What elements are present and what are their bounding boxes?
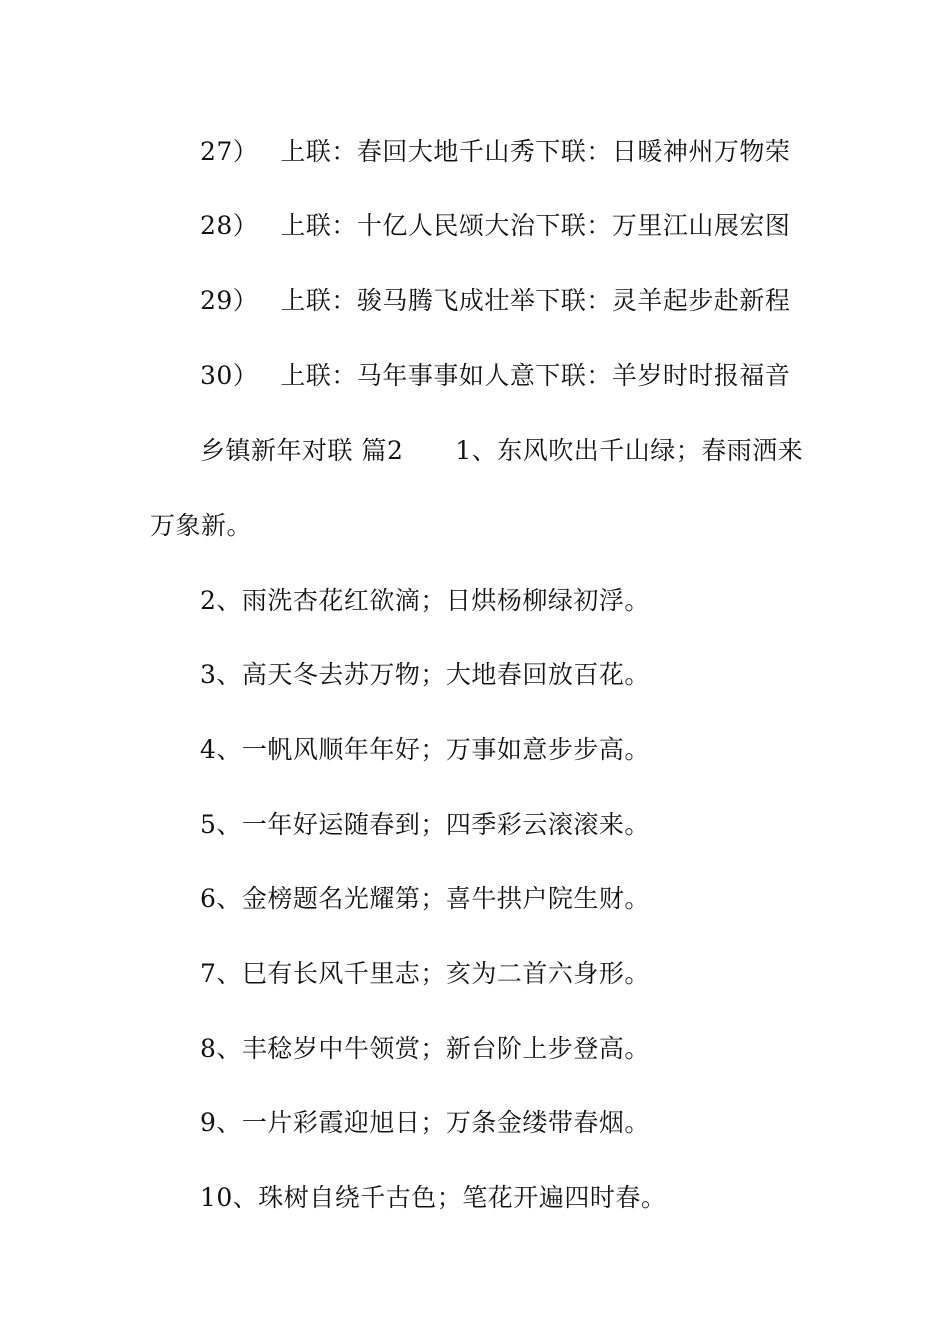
first-item-continuation	[150, 510, 252, 542]
couplet-text: 上联：马年事事如人意下联：羊岁时时报福音	[280, 361, 791, 390]
section-heading: 乡镇新年对联 篇2	[200, 436, 404, 465]
couplet-number: 29）	[200, 286, 259, 315]
couplet-line-28	[200, 210, 790, 242]
section-heading-line	[200, 435, 803, 467]
list-item-text: 9、一片彩霞迎旭日；万条金缕带春烟。	[200, 1108, 650, 1137]
list-item-text: 6、金榜题名光耀第；喜牛拱户院生财。	[200, 884, 650, 913]
list-item-text: 4、一帆风顺年年好；万事如意步步高。	[200, 735, 650, 764]
couplet-text: 上联：十亿人民颂大治下联：万里江山展宏图	[280, 211, 791, 240]
list-item-text: 3、高天冬去苏万物；大地春回放百花。	[200, 660, 650, 689]
couplet-text: 上联：骏马腾飞成壮举下联：灵羊起步赴新程	[280, 286, 791, 315]
list-item	[200, 1033, 650, 1065]
list-item	[200, 734, 650, 766]
list-item	[200, 883, 650, 915]
couplet-line-29	[200, 285, 790, 317]
list-item	[200, 809, 650, 841]
couplet-text: 上联：春回大地千山秀下联：日暖神州万物荣	[280, 137, 791, 166]
list-item-text: 8、丰稔岁中牛领赏；新台阶上步登高。	[200, 1034, 650, 1063]
list-item-text: 10、珠树自绕千古色；笔花开遍四时春。	[200, 1183, 667, 1212]
list-item	[200, 1182, 666, 1214]
list-item-text: 5、一年好运随春到；四季彩云滚滚来。	[200, 810, 650, 839]
list-item	[200, 1107, 650, 1139]
list-item	[200, 958, 650, 990]
list-item-text: 7、巳有长风千里志；亥为二首六身形。	[200, 959, 650, 988]
list-item	[200, 585, 650, 617]
couplet-line-30	[200, 360, 790, 392]
list-item	[200, 659, 650, 691]
couplet-number: 28）	[200, 211, 259, 240]
first-item-continuation-text: 万象新。	[150, 511, 253, 540]
couplet-line-27	[200, 136, 790, 168]
first-item-text: 1、东风吹出千山绿；春雨洒来	[455, 436, 804, 465]
list-item-text: 2、雨洗杏花红欲滴；日烘杨柳绿初浮。	[200, 586, 650, 615]
couplet-number: 27）	[200, 137, 259, 166]
couplet-number: 30）	[200, 361, 259, 390]
